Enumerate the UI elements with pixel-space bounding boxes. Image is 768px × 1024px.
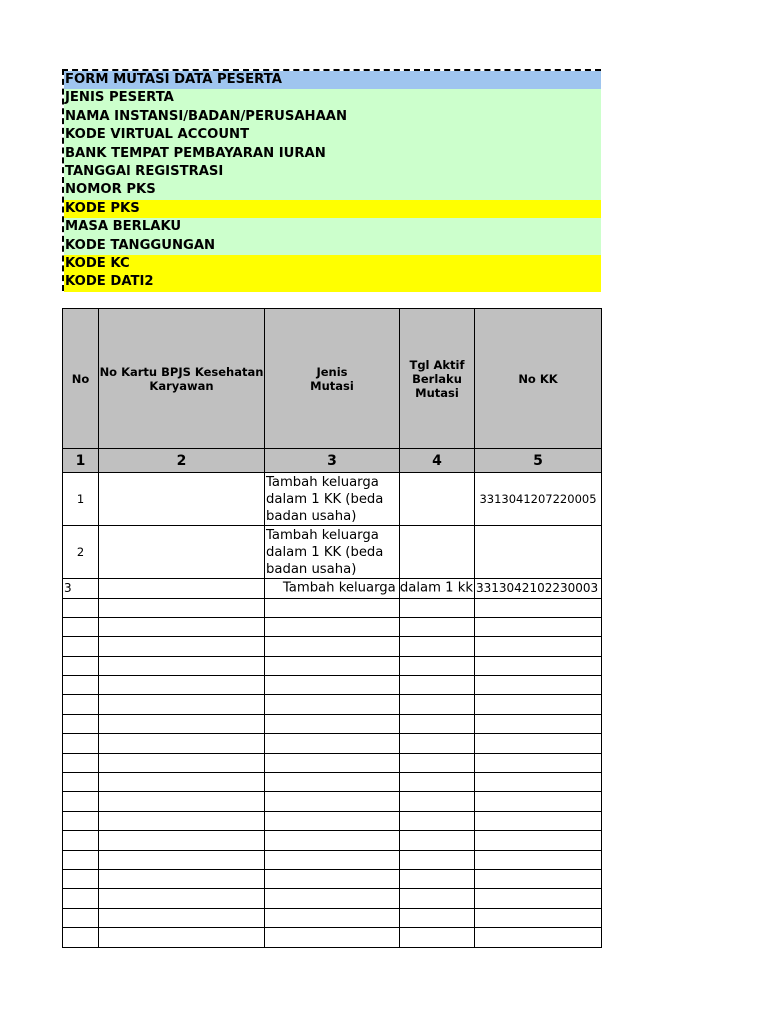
table-row (63, 831, 602, 850)
cell-no-kartu[interactable] (99, 773, 265, 792)
cell-no-kartu[interactable] (99, 676, 265, 695)
cell-tgl-aktif[interactable] (400, 908, 475, 927)
cell-jenis-mutasi[interactable] (265, 792, 400, 811)
cell-no-kartu[interactable] (99, 908, 265, 927)
form-header-block (62, 69, 601, 291)
table-row (63, 676, 602, 695)
cell-no[interactable] (63, 773, 99, 792)
cell-tgl-aktif[interactable] (400, 695, 475, 714)
cell-no[interactable] (63, 598, 99, 617)
cell-tgl-aktif[interactable] (400, 714, 475, 733)
field-tanggal-registrasi: TANGGAl REGISTRASI (64, 163, 601, 181)
cell-jenis-mutasi: Tambah keluarga dalam 1 kk (282, 580, 473, 596)
header-tgl-aktif: Tgl Aktif Berlaku Mutasi (400, 309, 475, 449)
table-row (63, 773, 602, 792)
cell-tgl-aktif[interactable] (400, 889, 475, 908)
cell-tgl-aktif[interactable] (400, 792, 475, 811)
cell-no[interactable] (63, 811, 99, 830)
cell-no-kartu[interactable] (99, 617, 265, 636)
cell-no-kartu[interactable] (99, 579, 265, 599)
cell-no[interactable] (63, 656, 99, 675)
cell-no-kk[interactable] (475, 831, 602, 850)
table-row (63, 753, 602, 772)
cell-tgl-aktif[interactable] (400, 773, 475, 792)
table-row (63, 526, 602, 579)
cell-no[interactable] (63, 734, 99, 753)
cell-jenis-mutasi[interactable] (265, 831, 400, 850)
cell-tgl-aktif[interactable] (400, 850, 475, 869)
table-row (63, 734, 602, 753)
table-row (63, 695, 602, 714)
field-bank-pembayaran: BANK TEMPAT PEMBAYARAN IURAN (64, 145, 601, 163)
cell-no-kk[interactable] (475, 889, 602, 908)
cell-no[interactable]: 2 (63, 526, 99, 579)
cell-no-kk[interactable] (475, 637, 602, 656)
cell-tgl-aktif[interactable] (400, 811, 475, 830)
cell-tgl-aktif[interactable] (400, 831, 475, 850)
cell-no-kk[interactable]: 3313042102230003 (475, 579, 602, 599)
cell-no-kk[interactable] (475, 734, 602, 753)
header-no-kartu: No Kartu BPJS Kesehatan Karyawan (99, 309, 265, 449)
form-title: FORM MUTASI DATA PESERTA (64, 71, 601, 89)
cell-jenis-mutasi[interactable] (265, 656, 400, 675)
table-row (63, 714, 602, 733)
cell-no-kartu[interactable] (99, 473, 265, 526)
cell-no-kartu[interactable] (99, 831, 265, 850)
field-kode-virtual-account: KODE VIRTUAL ACCOUNT (64, 126, 601, 144)
cell-jenis-mutasi[interactable] (265, 753, 400, 772)
cell-no[interactable] (63, 637, 99, 656)
table-row (63, 908, 602, 927)
table-row (63, 811, 602, 830)
cell-no-kartu[interactable] (99, 811, 265, 830)
cell-no[interactable] (63, 869, 99, 888)
cell-jenis-mutasi[interactable] (265, 928, 400, 947)
cell-no[interactable] (63, 889, 99, 908)
table-row (63, 617, 602, 636)
table-row (63, 579, 602, 599)
cell-jenis-mutasi[interactable] (265, 908, 400, 927)
cell-tgl-aktif[interactable] (400, 734, 475, 753)
cell-no-kk[interactable] (475, 676, 602, 695)
cell-no-kartu[interactable] (99, 792, 265, 811)
column-number: 2 (99, 449, 265, 473)
cell-no-kk[interactable] (475, 753, 602, 772)
cell-no-kk[interactable] (475, 869, 602, 888)
cell-no-kartu[interactable] (99, 734, 265, 753)
cell-no[interactable]: 3 (63, 579, 99, 599)
cell-no-kk[interactable] (475, 773, 602, 792)
mutation-table (62, 308, 602, 948)
table-header-row (63, 309, 602, 449)
cell-no-kk[interactable]: 3313041207220005 (475, 473, 602, 526)
field-nomor-pks: NOMOR PKS (64, 181, 601, 199)
cell-no-kk[interactable] (475, 714, 602, 733)
cell-no-kk[interactable] (475, 656, 602, 675)
cell-no-kartu[interactable] (99, 695, 265, 714)
cell-jenis-mutasi[interactable] (265, 637, 400, 656)
cell-no-kk[interactable] (475, 617, 602, 636)
column-number: 5 (475, 449, 602, 473)
cell-tgl-aktif[interactable] (282, 579, 475, 599)
cell-tgl-aktif[interactable] (400, 869, 475, 888)
header-jenis-mutasi: Jenis Mutasi (265, 309, 400, 449)
table-row (63, 473, 602, 526)
field-masa-berlaku: MASA BERLAKU (64, 218, 601, 236)
cell-jenis-mutasi[interactable] (265, 889, 400, 908)
table-row (63, 598, 602, 617)
cell-no-kartu[interactable] (99, 889, 265, 908)
field-kode-kc: KODE KC (64, 255, 601, 273)
cell-no-kartu[interactable] (99, 714, 265, 733)
cell-no-kk[interactable] (475, 908, 602, 927)
field-kode-pks: KODE PKS (64, 200, 601, 218)
cell-no[interactable] (63, 695, 99, 714)
cell-no[interactable] (63, 617, 99, 636)
cell-jenis-mutasi[interactable] (265, 714, 400, 733)
column-number: 4 (400, 449, 475, 473)
cell-no[interactable] (63, 850, 99, 869)
cell-no[interactable] (63, 831, 99, 850)
cell-tgl-aktif[interactable] (400, 637, 475, 656)
cell-no[interactable] (63, 676, 99, 695)
cell-no[interactable] (63, 714, 99, 733)
cell-no-kk[interactable] (475, 526, 602, 579)
cell-jenis-mutasi[interactable] (265, 869, 400, 888)
cell-jenis-mutasi[interactable] (265, 773, 400, 792)
header-no: No (63, 309, 99, 449)
cell-tgl-aktif[interactable] (400, 676, 475, 695)
table-row (63, 637, 602, 656)
cell-tgl-aktif[interactable] (400, 617, 475, 636)
header-no-kk: No KK (475, 309, 602, 449)
column-number: 1 (63, 449, 99, 473)
cell-no[interactable] (63, 908, 99, 927)
cell-jenis-mutasi[interactable]: Tambah keluarga dalam 1 KK (beda badan usaha) (265, 526, 400, 579)
field-kode-tanggungan: KODE TANGGUNGAN (64, 237, 601, 255)
cell-no[interactable] (63, 792, 99, 811)
cell-tgl-aktif[interactable] (400, 753, 475, 772)
cell-no-kk[interactable] (475, 792, 602, 811)
field-kode-dati2: KODE DATI2 (64, 273, 601, 291)
cell-no-kartu[interactable] (99, 598, 265, 617)
cell-no-kartu[interactable] (99, 637, 265, 656)
table-row (63, 656, 602, 675)
cell-no-kk[interactable] (475, 811, 602, 830)
column-number: 3 (265, 449, 400, 473)
cell-tgl-aktif[interactable] (400, 526, 475, 579)
cell-tgl-aktif[interactable] (400, 656, 475, 675)
field-nama-instansi: NAMA INSTANSI/BADAN/PERUSAHAAN (64, 108, 601, 126)
cell-no-kk[interactable] (475, 695, 602, 714)
cell-no[interactable]: 1 (63, 473, 99, 526)
cell-no-kartu[interactable] (99, 869, 265, 888)
cell-jenis-mutasi[interactable] (265, 850, 400, 869)
table-row (63, 792, 602, 811)
cell-no-kartu[interactable] (99, 850, 265, 869)
cell-tgl-aktif[interactable] (400, 473, 475, 526)
column-number-row (63, 449, 602, 473)
cell-jenis-mutasi[interactable] (265, 695, 400, 714)
cell-jenis-mutasi[interactable] (265, 676, 400, 695)
table-row (63, 850, 602, 869)
table-row (63, 889, 602, 908)
cell-tgl-aktif[interactable] (400, 928, 475, 947)
cell-no-kk[interactable] (475, 850, 602, 869)
cell-no-kartu[interactable] (99, 928, 265, 947)
cell-jenis-mutasi[interactable]: Tambah keluarga dalam 1 KK (beda badan usaha) (265, 473, 400, 526)
field-jenis-peserta: JENIS PESERTA (64, 89, 601, 107)
cell-jenis-mutasi[interactable] (265, 811, 400, 830)
cell-no-kartu[interactable] (99, 656, 265, 675)
cell-no-kartu[interactable] (99, 753, 265, 772)
table-row (63, 928, 602, 947)
cell-jenis-mutasi[interactable] (265, 617, 400, 636)
cell-no[interactable] (63, 753, 99, 772)
cell-no[interactable] (63, 928, 99, 947)
cell-no-kartu[interactable] (99, 526, 265, 579)
cell-jenis-mutasi[interactable] (265, 734, 400, 753)
cell-no-kk[interactable] (475, 598, 602, 617)
cell-jenis-mutasi[interactable] (265, 598, 400, 617)
cell-tgl-aktif[interactable] (400, 598, 475, 617)
table-row (63, 869, 602, 888)
cell-no-kk[interactable] (475, 928, 602, 947)
